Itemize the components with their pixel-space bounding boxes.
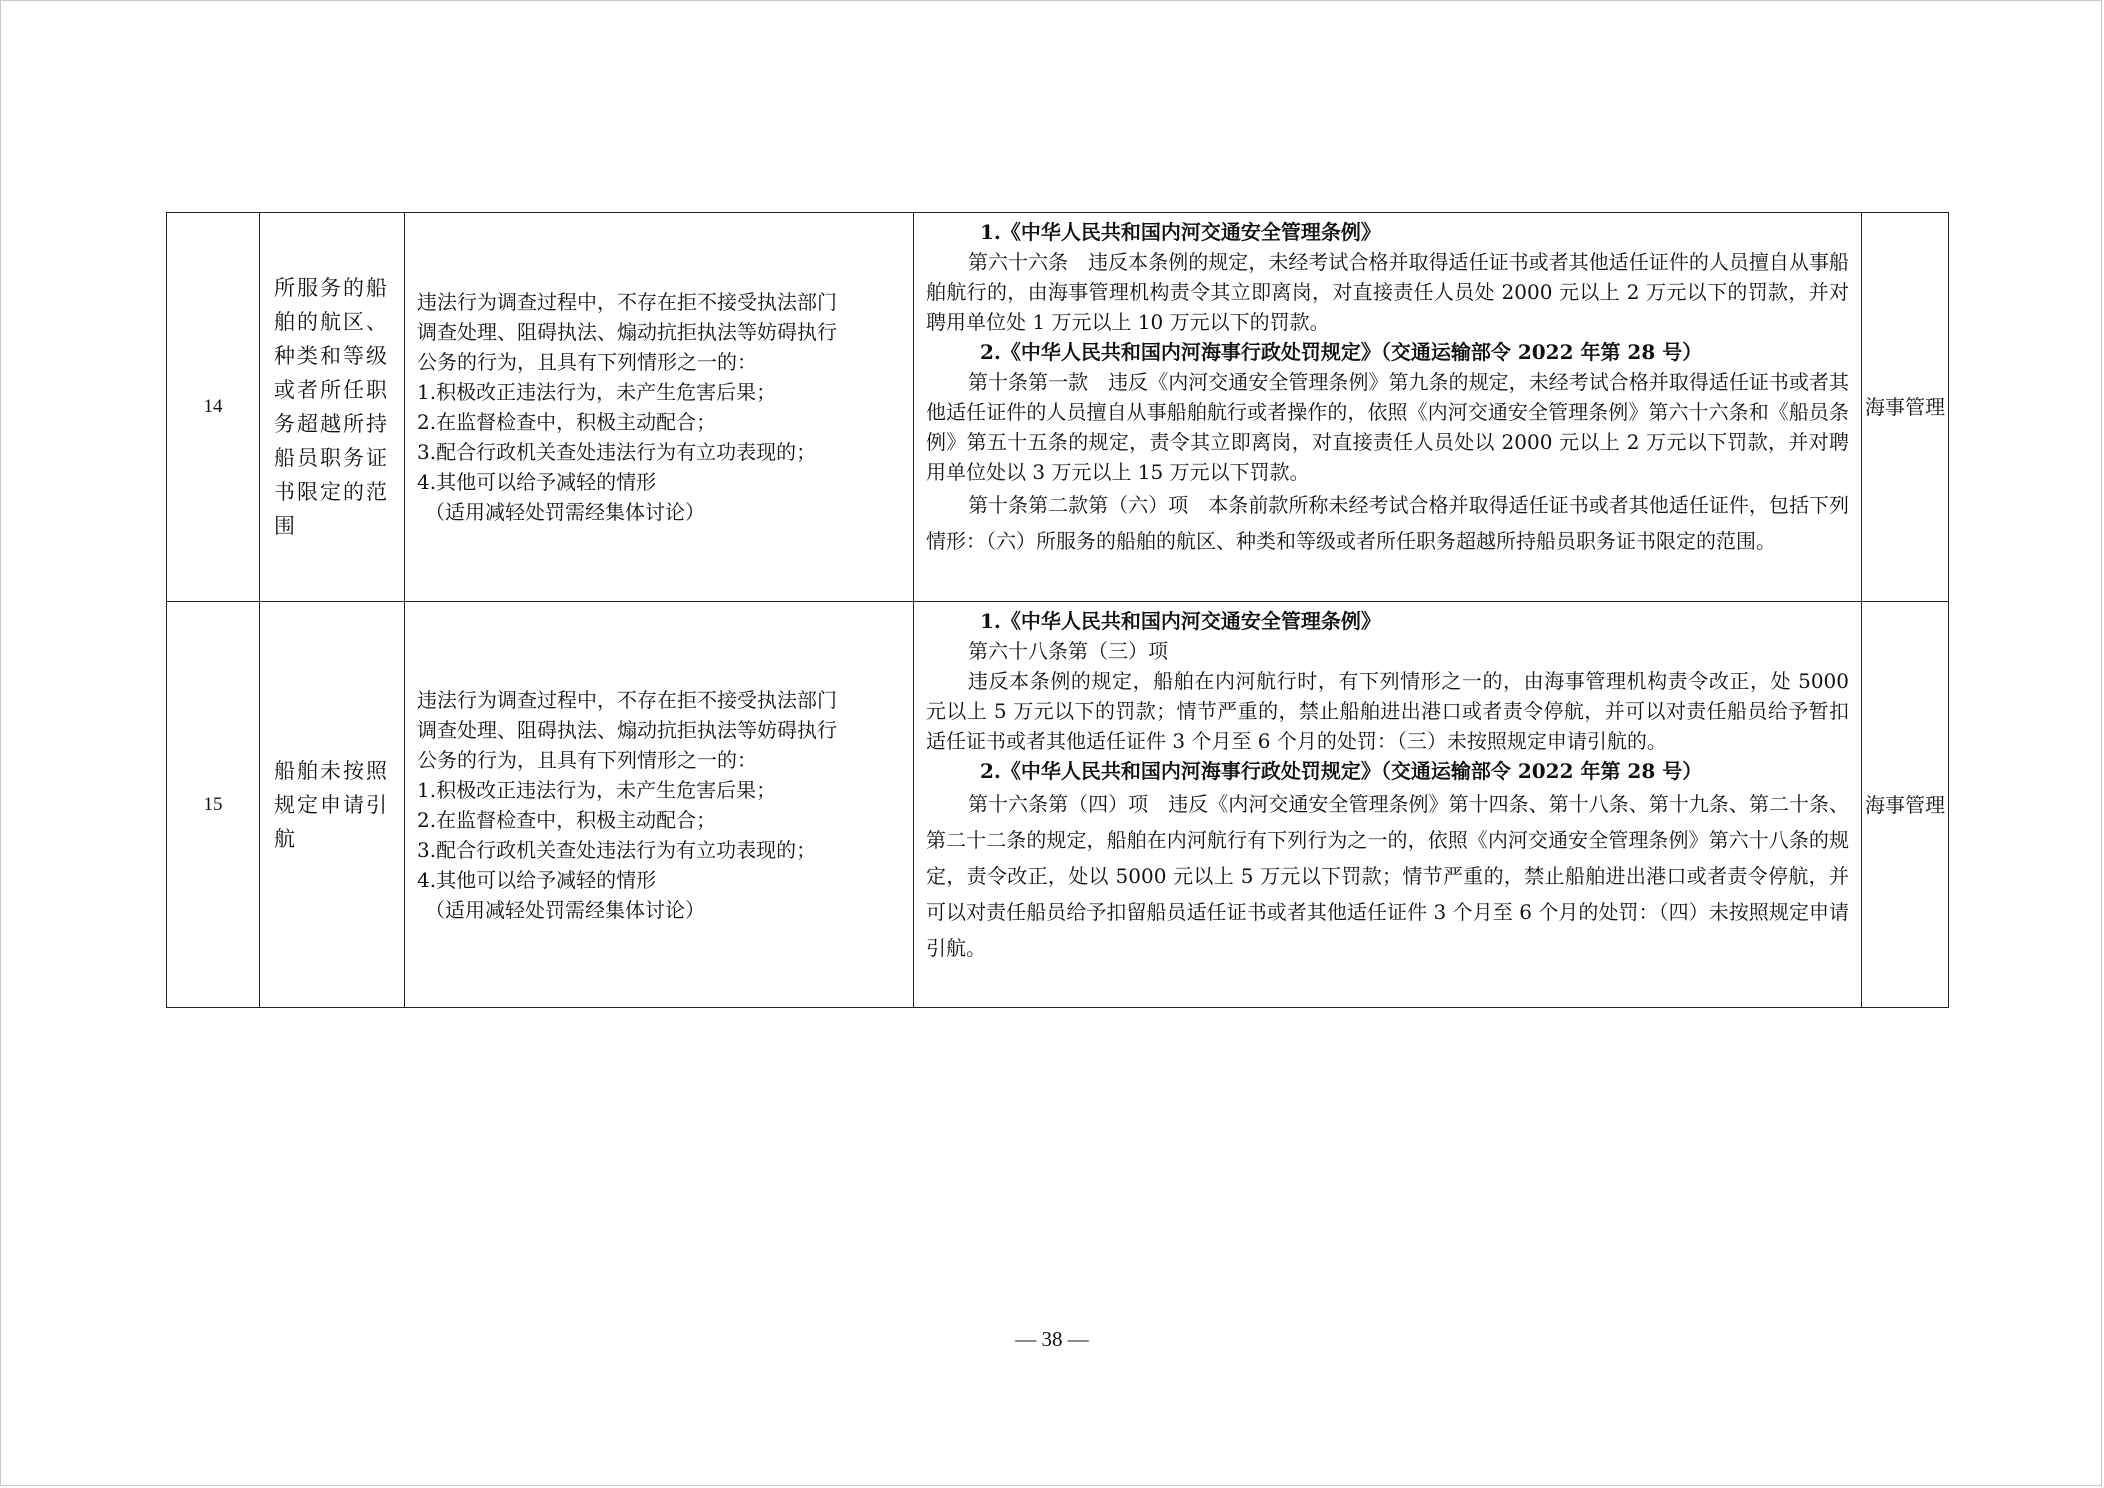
condition-item: 4.其他可以给予减轻的情形 (417, 867, 657, 892)
regulation-heading: 1.《中华人民共和国内河交通安全管理条例》 (980, 220, 1381, 244)
violation-item: 所服务的船舶的航区、种类和等级或者所任职务超越所持船员职务证书限定的范围 (260, 213, 405, 602)
condition-item: 2.在监督检查中，积极主动配合； (417, 410, 717, 434)
page-number: — 38 — (1015, 1327, 1089, 1351)
condition-intro-line: 调查处理、阻碍执法、煽动抗拒执法等妨碍执行 (417, 320, 837, 344)
regulation-clause: 第十条第二款第（六）项 本条前款所称未经考试合格并取得适任证书或者其他适任证件，包括下列情形：（六）所服务的船舶的航区、种类和等级或者所任职务超越所持船员职务证书限定的范围。 (926, 493, 1849, 553)
condition-item: 1.积极改正违法行为，未产生危害后果； (417, 777, 777, 802)
condition-note: （适用减轻处罚需经集体讨论） (425, 897, 705, 922)
regulation-heading: 2.《中华人民共和国内河海事行政处罚规定》（交通运输部令 2022 年第 28 号） (980, 340, 1703, 364)
regulation-clause: 违反本条例的规定，船舶在内河航行时，有下列情形之一的，由海事管理机构责令改正，处 5000 元以上 5 万元以下的罚款；情节严重的，禁止船舶进出港口或者责令停航，并可以对责任船员给予暂扣适任证书或者其他适任证件 3 个月至 6 个月的处罚：（三）未按照规定申请引航的。 (926, 669, 1849, 753)
condition-intro-line: 公务的行为，且具有下列情形之一的： (417, 747, 757, 772)
violation-item: 船舶未按照规定申请引航 (260, 602, 405, 1008)
regulation-heading: 2.《中华人民共和国内河海事行政处罚规定》（交通运输部令 2022 年第 28 号） (980, 759, 1703, 783)
row-number: 15 (167, 602, 260, 1008)
condition-intro-line: 公务的行为，且具有下列情形之一的： (417, 350, 757, 374)
regulation-article: 第六十八条第（三）项 (968, 639, 1168, 663)
condition-note: （适用减轻处罚需经集体讨论） (425, 500, 705, 524)
condition-item: 3.配合行政机关查处违法行为有立功表现的； (417, 440, 817, 464)
condition-item: 1.积极改正违法行为，未产生危害后果； (417, 380, 777, 404)
legal-basis (914, 213, 1862, 602)
condition-intro-line: 调查处理、阻碍执法、煽动抗拒执法等妨碍执行 (417, 717, 837, 742)
condition-intro-line: 违法行为调查过程中，不存在拒不接受执法部门 (417, 687, 837, 712)
mitigation-conditions (405, 213, 914, 602)
condition-item: 3.配合行政机关查处违法行为有立功表现的； (417, 837, 817, 862)
regulation-clause: 第十条第一款 违反《内河交通安全管理条例》第九条的规定，未经考试合格并取得适任证书或者其他适任证件的人员擅自从事船舶航行或者操作的，依照《内河交通安全管理条例》第六十六条和《船员条例》第五十五条的规定，责令其立即离岗，对直接责任人员处以 2000 元以上 2 万元以下罚款，并对聘用单位处以 3 万元以上 15 万元以下罚款。 (926, 370, 1849, 484)
legal-basis (914, 602, 1862, 1008)
department: 海事管理 (1862, 213, 1949, 602)
penalty-table (166, 212, 1949, 1008)
table-row (167, 213, 1949, 602)
condition-item: 2.在监督检查中，积极主动配合； (417, 807, 717, 832)
regulation-heading: 1.《中华人民共和国内河交通安全管理条例》 (980, 609, 1381, 633)
regulation-clause: 第十六条第（四）项 违反《内河交通安全管理条例》第十四条、第十八条、第十九条、第二十条、第二十二条的规定，船舶在内河航行有下列行为之一的，依照《内河交通安全管理条例》第六十八条的规定，责令改正，处以 5000 元以上 5 万元以下罚款；情节严重的，禁止船舶进出港口或者责令停航，并可以对责任船员给予扣留船员适任证书或者其他适任证件 3 个月至 6 个月的处罚：（四）未按照规定申请引航。 (926, 792, 1849, 960)
regulation-clause: 第六十六条 违反本条例的规定，未经考试合格并取得适任证书或者其他适任证件的人员擅自从事船舶航行的，由海事管理机构责令其立即离岗，对直接责任人员处 2000 元以上 2 万元以下的罚款，并对聘用单位处 1 万元以上 10 万元以下的罚款。 (926, 250, 1849, 334)
condition-item: 4.其他可以给予减轻的情形 (417, 470, 657, 494)
mitigation-conditions (405, 602, 914, 1008)
table-row (167, 602, 1949, 1008)
row-number: 14 (167, 213, 260, 602)
condition-intro-line: 违法行为调查过程中，不存在拒不接受执法部门 (417, 290, 837, 314)
department: 海事管理 (1862, 602, 1949, 1008)
